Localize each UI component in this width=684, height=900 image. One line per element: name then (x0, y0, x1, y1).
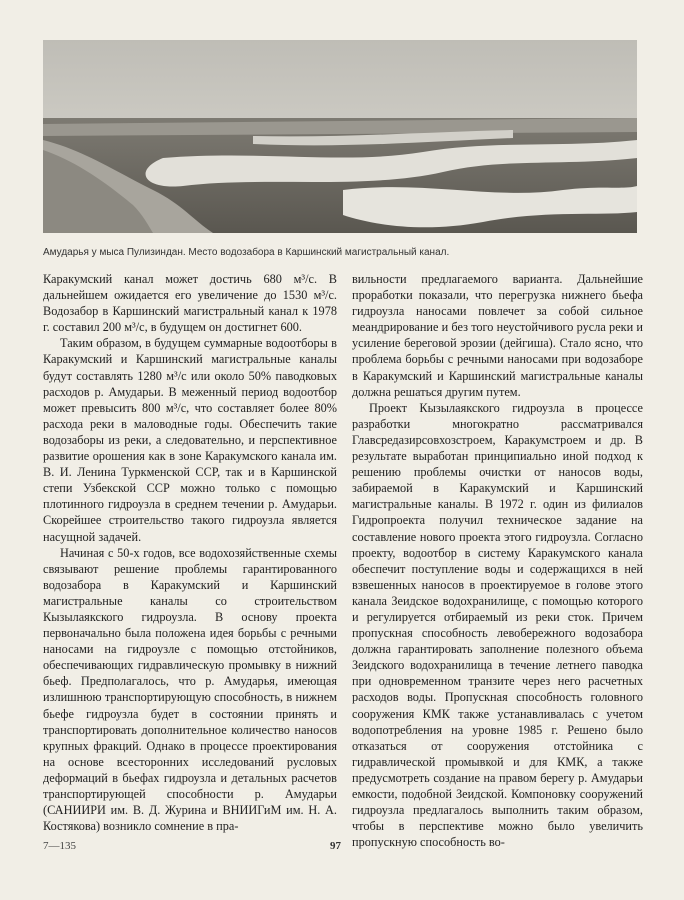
paragraph: вильности предлагаемого варианта. Дальнейшие проработки показали, что перегрузка нижнего бьефа гидроузла наносами повлечет за собой сильное меандрирование и без того неустойчивого русла реки и усиление береговой эрозии (дейгиша). Стало ясно, что проблема борьбы с речными наносами при водозаборе в Каракумский и Каршинский магистральные каналы должна решаться другим путем. (352, 272, 643, 399)
paragraph: Проект Кызылаякского гидроузла в процессе разработки многократно рассматривался Главсредазирсовхозстроем, Каракумстроем и др. В результате выработан принципиально иной подход к решению проблемы очистки от наносов воды, забираемой в Каракумский и Каршинский магистральные каналы. В 1972 г. один из филиалов Гидропроекта получил техническое задание на составление нового проекта этого гидроузла. Согласно проекту, водоотбор в систему Каракумского канала обеспечит поступление воды и содержащихся в ней взвешенных наносов в проектируемое в голове этого канала Зеидское водохранилище, с помощью которого и регулируется отбираемый из реки сток. Причем пропускная способность левобережного водозабора должна гарантировать заполнение полезного объема Зеидского водохранилища в течение летнего паводка при одновременном транзите через него расчетных расходов воды. Пропускная способность головного сооружения КМК также устанавливалась с учетом водопотребления на уровне 1985 г. Решено было отказаться от сооружения отстойника с гидравлической промывкой и для КМК, а также предусмотреть создание на правом берегу р. Амударьи емкости, подобной Зеидской. Компоновку сооружений гидроузла предлагалось выполнить таким образом, чтобы в перспективе можно было увеличить пропускную способность во- (352, 400, 643, 850)
river-landscape-photo (43, 40, 637, 233)
page-number: 97 (330, 840, 341, 852)
left-text-column (43, 271, 337, 834)
paragraph: Начиная с 50-х годов, все водохозяйственные схемы связывают решение проблемы гарантированного водозабора в Каракумский и Каршинский магистральные каналы со строительством Кызылаякского гидроузла. В основу проекта первоначально была положена идея борьбы с речными наносами на гидроузле с помощью отстойников, обеспечивающих гидравлическую промывку в нижний бьеф. Предполагалось, что р. Амударья, имеющая излишнюю транспортирующую способность, в нижнем бьефе гидроузла будет в состоянии принять и транспортировать дополнительное количество наносов крупных фракций. Однако в процессе проектирования на основе всесторонних исследований русловых деформаций в бьефах гидроузла и детальных расчетов транспортирующей способности р. Амударьи (САНИИРИ им. В. Д. Журина и ВНИИГиМ им. Н. А. Костякова) возникло сомнение в пра- (43, 545, 337, 834)
printer-signature: 7—135 (43, 840, 76, 852)
photo-illustration (43, 40, 637, 233)
paragraph: Таким образом, в будущем суммарные водоотборы в Каракумский и Каршинский магистральные каналы будут составлять 1280 м³/с или около 50% паводковых расходов р. Амударьи. В меженный период водоотбор может превысить 800 м³/с, что составляет более 80% расхода реки в маловодные годы. Обеспечить такие водозаборы из реки, а следовательно, и перспективное развитие орошения как в зоне Каракумского канала им. В. И. Ленина Туркменской ССР, так и в Каршинской степи Узбекской ССР можно только с помощью плотинного гидроузла в среднем течении р. Амударьи. Скорейшее строительство такого гидроузла является насущной задачей. (43, 336, 337, 544)
photo-caption: Амударья у мыса Пулизиндан. Место водозабора в Каршинский магистральный канал. (43, 247, 450, 258)
right-text-column (352, 271, 643, 850)
paragraph: Каракумский канал может достичь 680 м³/с. В дальнейшем ожидается его увеличение до 1530 м³/с. Водозабор в Каршинский магистральный канал к 1978 г. составил 200 м³/с, в будущем он достигнет 600. (43, 272, 337, 335)
